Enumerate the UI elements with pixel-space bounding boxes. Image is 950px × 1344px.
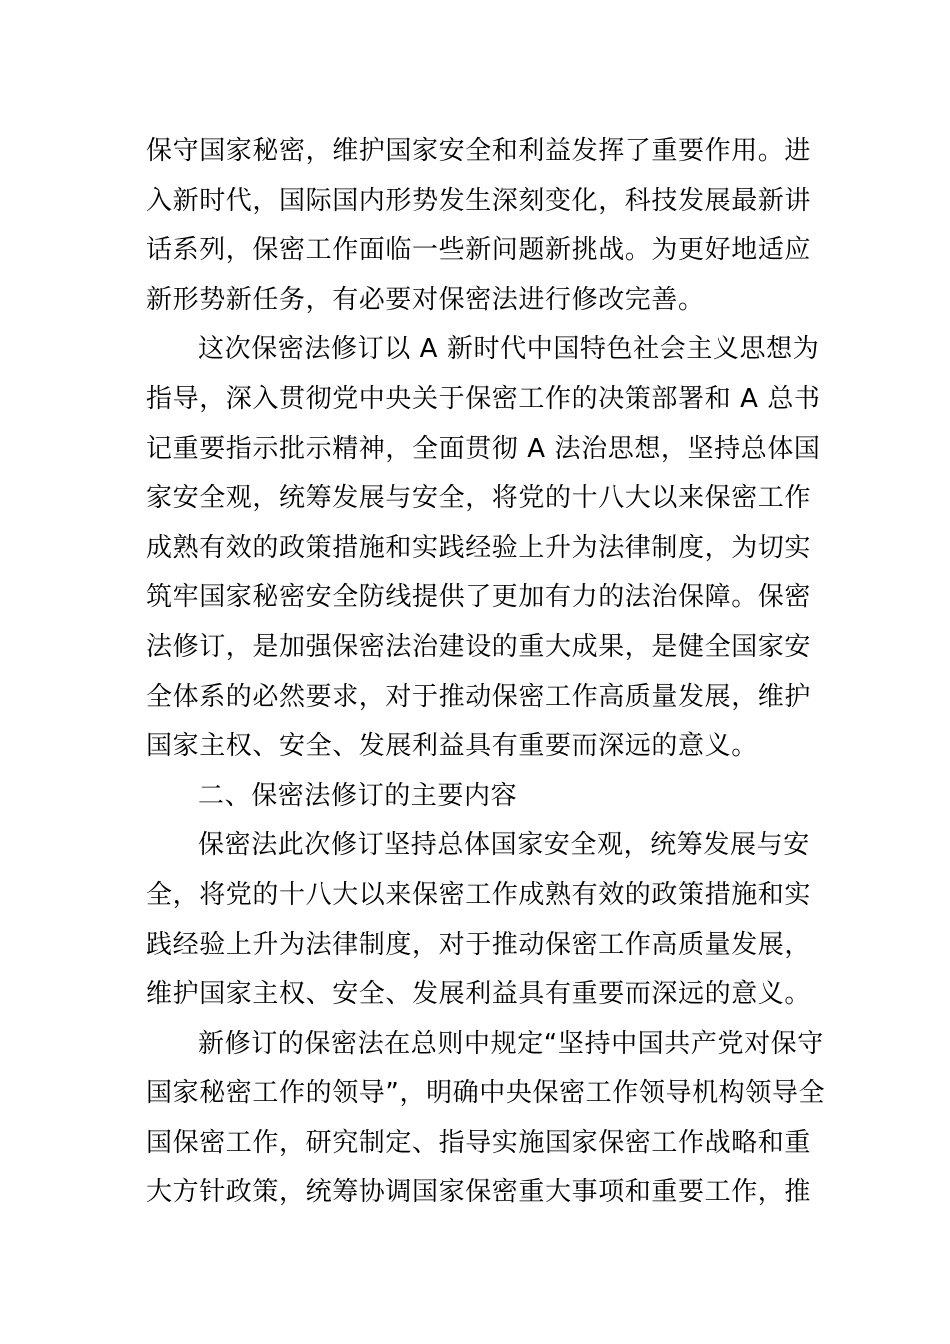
document-body bbox=[146, 127, 826, 1218]
text-line: 维护国家主权、安全、发展利益具有重要而深远的意义。 bbox=[146, 979, 812, 1010]
text-line: 大方针政策，统筹协调国家保密重大事项和重要工作，推 bbox=[146, 1177, 812, 1208]
text-line: 记重要指示批示精神，全面贯彻 A 法治思想，坚持总体国 bbox=[146, 433, 821, 464]
text-line: 指导，深入贯彻党中央关于保密工作的决策部署和 A 总书 bbox=[146, 383, 821, 414]
text-line: 入新时代，国际国内形势发生深刻变化，科技发展最新讲 bbox=[146, 185, 812, 216]
text-line: 国保密工作，研究制定、指导实施国家保密工作战略和重 bbox=[146, 1127, 812, 1158]
text-line: 保守国家秘密，维护国家安全和利益发挥了重要作用。进 bbox=[146, 136, 812, 166]
paragraph-first-line: 保密法此次修订坚持总体国家安全观，统筹发展与安 bbox=[198, 830, 810, 861]
text-line: 新形势新任务，有必要对保密法进行修改完善。 bbox=[146, 284, 705, 315]
text-line: 法修订，是加强保密法治建设的重大成果，是健全国家安 bbox=[146, 631, 812, 662]
text-line: 成熟有效的政策措施和实践经验上升为法律制度，为切实 bbox=[146, 532, 812, 563]
paragraph-first-line: 新修订的保密法在总则中规定“坚持中国共产党对保守 bbox=[198, 1028, 824, 1059]
text-line: 国家秘密工作的领导”，明确中央保密工作领导机构领导全 bbox=[146, 1078, 826, 1109]
text-line: 全，将党的十八大以来保密工作成熟有效的政策措施和实 bbox=[146, 879, 812, 910]
paragraph-first-line: 这次保密法修订以 A 新时代中国特色社会主义思想为 bbox=[198, 334, 820, 365]
text-line: 国家主权、安全、发展利益具有重要而深远的意义。 bbox=[146, 731, 758, 762]
section-heading: 二、保密法修订的主要内容 bbox=[198, 780, 518, 811]
text-line: 践经验上升为法律制度，对于推动保密工作高质量发展， bbox=[146, 929, 812, 960]
text-line: 筑牢国家秘密安全防线提供了更加有力的法治保障。保密 bbox=[146, 582, 812, 613]
text-line: 家安全观，统筹发展与安全，将党的十八大以来保密工作 bbox=[146, 483, 812, 514]
text-line: 全体系的必然要求，对于推动保密工作高质量发展，维护 bbox=[146, 681, 812, 712]
text-line: 话系列，保密工作面临一些新问题新挑战。为更好地适应 bbox=[146, 235, 812, 266]
